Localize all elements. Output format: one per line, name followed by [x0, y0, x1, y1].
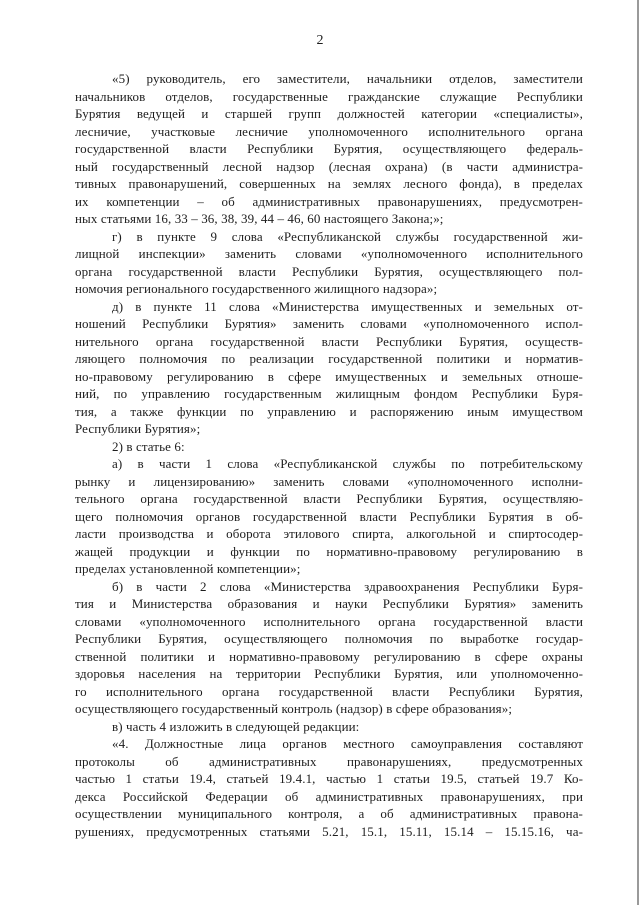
- text-line: а) в части 1 слова «Республиканской службы по потребительскому: [112, 456, 583, 471]
- text-line: жащей продукции и функции по нормативно-правовому регулированию в: [75, 543, 583, 559]
- paragraph: [75, 438, 583, 456]
- paragraph: [75, 228, 583, 298]
- text-line: рынку и лицензированию» заменить словами «уполномоченного исполни-: [75, 473, 583, 489]
- text-line: лесничие, участковые лесничие уполномоченного исполнительного органа: [75, 123, 583, 139]
- text-line: протоколы об административных правонарушениях, предусмотренных: [75, 753, 583, 769]
- text-line: ственной политики и нормативно-правовому регулированию в сфере охраны: [75, 648, 583, 664]
- page-number: 2: [316, 33, 324, 48]
- text-line: начальников отделов, государственные гражданские служащие Республики: [75, 88, 583, 104]
- text-line: Республики Бурятия, осуществляющего полномочия по выработке государ-: [75, 631, 583, 646]
- text-line: б) в части 2 слова «Министерства здравоохранения Республики Буря-: [112, 578, 583, 594]
- text-line: ласти производства и оборота этилового спирта, алкогольной и спиртосодер-: [75, 526, 583, 541]
- text-line: лищной инспекции» заменить словами «уполномоченного исполнительного: [75, 246, 583, 261]
- text-line: пределах установленной компетенции»;: [75, 561, 301, 576]
- text-line: осуществляющего государственный контроль (надзор) в сфере образования»;: [75, 701, 513, 716]
- text-line: «5) руководитель, его заместители, начальники отделов, заместители: [112, 71, 583, 86]
- text-line: ный государственный лесной надзор (лесная охрана) (в части администра-: [75, 158, 583, 174]
- text-line: словами «уполномоченного исполнительного органа государственной власти: [75, 613, 583, 629]
- text-line: Бурятия ведущей и старшей групп должностей категории «специалисты»,: [75, 106, 583, 121]
- text-line: но-правовому регулированию в сфере имущественных и земельных отноше-: [75, 368, 583, 384]
- text-line: щего полномочия органов государственной власти Республики Бурятия в об-: [75, 508, 583, 524]
- scan-edge-line: [637, 0, 639, 905]
- text-line: «4. Должностные лица органов местного самоуправления составляют: [112, 736, 583, 751]
- paragraph: [75, 70, 583, 228]
- text-line: ношений Республики Бурятия» заменить словами «уполномоченного испол-: [75, 316, 583, 331]
- text-line: в) часть 4 изложить в следующей редакции:: [112, 718, 360, 734]
- text-line: тивных правонарушений, совершенных на землях лесного фонда), в пределах: [75, 176, 583, 191]
- text-line: государственной власти Республики Бурятия, осуществляющего федераль-: [75, 141, 583, 156]
- text-line: ных статьями 16, 33 – 36, 38, 39, 44 – 46, 60 настоящего Закона;»;: [75, 211, 444, 226]
- text-line: номочия регионального государственного жилищного надзора»;: [75, 281, 438, 296]
- paragraph: [75, 298, 583, 438]
- text-line: ний, по управлению государственным жилищным фондом Республики Буря-: [75, 386, 583, 401]
- text-line: органа государственной власти Республики Бурятия, осуществляющего пол-: [75, 263, 583, 279]
- text-line: осуществлении муниципального контроля, а об административных правона-: [75, 806, 583, 821]
- paragraph: [75, 735, 583, 840]
- text-line: частью 1 статьи 19.4, статьей 19.4.1, частью 1 статьи 19.5, статьей 19.7 Ко-: [75, 771, 583, 786]
- text-line: тельного органа государственной власти Республики Бурятия, осуществляю-: [75, 491, 583, 506]
- text-line: декса Российской Федерации об административных правонарушениях, при: [75, 788, 583, 804]
- paragraph: [75, 578, 583, 718]
- text-line: д) в пункте 11 слова «Министерства имущественных и земельных от-: [112, 298, 583, 314]
- text-line: тия и Министерства образования и науки Республики Бурятия» заменить: [75, 596, 583, 611]
- paragraph: [75, 455, 583, 578]
- text-line: го исполнительного органа государственной власти Республики Бурятия,: [75, 683, 583, 699]
- text-line: Республики Бурятия»;: [75, 421, 201, 436]
- text-line: г) в пункте 9 слова «Республиканской службы государственной жи-: [112, 228, 583, 244]
- text-line: 2) в статье 6:: [112, 438, 185, 454]
- text-line: нительного органа государственной власти Республики Бурятия, осуществ-: [75, 333, 583, 349]
- text-line: их компетенции – об административных правонарушениях, предусмотрен-: [75, 193, 583, 209]
- text-line: ляющего полномочия по реализации государственной политики и норматив-: [75, 351, 583, 366]
- text-line: тия, а также функции по управлению и распоряжению иным имуществом: [75, 403, 583, 419]
- text-line: здоровья населения на территории Республики Бурятия, или уполномоченно-: [75, 666, 583, 681]
- document-body: [75, 70, 583, 840]
- text-line: рушениях, предусмотренных статьями 5.21, 15.1, 15.11, 15.14 – 15.15.16, ча-: [75, 823, 583, 839]
- paragraph: [75, 718, 583, 736]
